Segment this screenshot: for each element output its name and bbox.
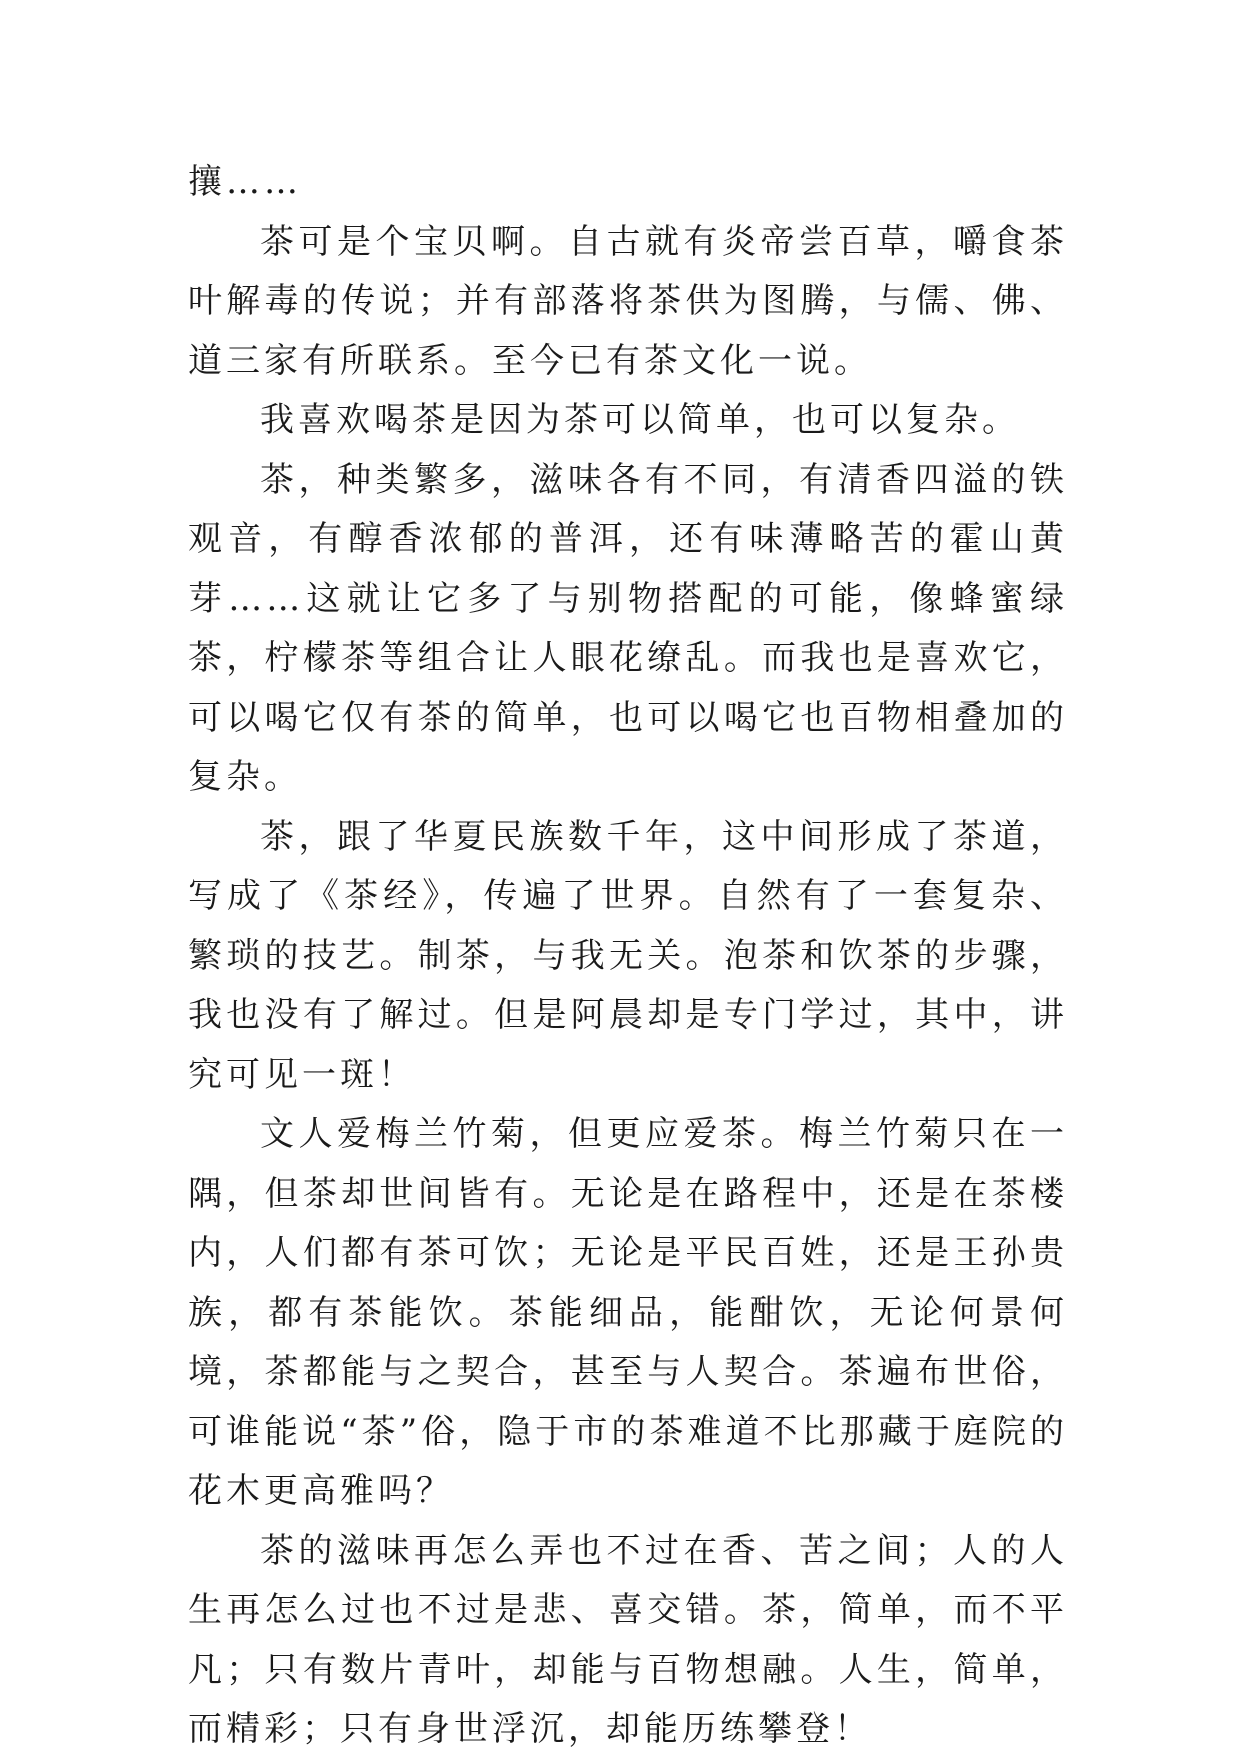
paragraph: 茶的滋味再怎么弄也不过在香、苦之间；人的人生再怎么过也不过是悲、喜交错。茶，简单，而不平凡；只有数片青叶，却能与百物想融。人生，简单，而精彩；只有身世浮沉，却能历练攀登！ <box>188 1530 1068 1749</box>
paragraph: 茶可是个宝贝啊。自古就有炎帝尝百草，嚼食茶叶解毒的传说；并有部落将茶供为图腾，与儒、佛、道三家有所联系。至今已有茶文化一说。 <box>188 221 1068 381</box>
paragraph: 攘…… <box>188 162 302 202</box>
body-text <box>188 153 1068 1760</box>
paragraph: 我喜欢喝茶是因为茶可以简单，也可以复杂。 <box>260 400 1020 440</box>
paragraph: 文人爱梅兰竹菊，但更应爱茶。梅兰竹菊只在一隅，但茶却世间皆有。无论是在路程中，还是在茶楼内，人们都有茶可饮；无论是平民百姓，还是王孙贵族，都有茶能饮。茶能细品，能酣饮，无论何景何境，茶都能与之契合，甚至与人契合。茶遍布世俗，可谁能说“茶”俗，隐于市的茶难道不比那藏于庭院的花木更高雅吗？ <box>188 1114 1068 1511</box>
paragraph: 茶，种类繁多，滋味各有不同，有清香四溢的铁观音，有醇香浓郁的普洱，还有味薄略苦的霍山黄芽……这就让它多了与别物搭配的可能，像蜂蜜绿茶，柠檬茶等组合让人眼花缭乱。而我也是喜欢它，可以喝它仅有茶的简单，也可以喝它也百物相叠加的复杂。 <box>188 459 1068 797</box>
paragraph: 茶，跟了华夏民族数千年，这中间形成了茶道，写成了《茶经》，传遍了世界。自然有了一套复杂、繁琐的技艺。制茶，与我无关。泡茶和饮茶的步骤，我也没有了解过。但是阿晨却是专门学过，其中，讲究可见一斑！ <box>188 816 1068 1095</box>
